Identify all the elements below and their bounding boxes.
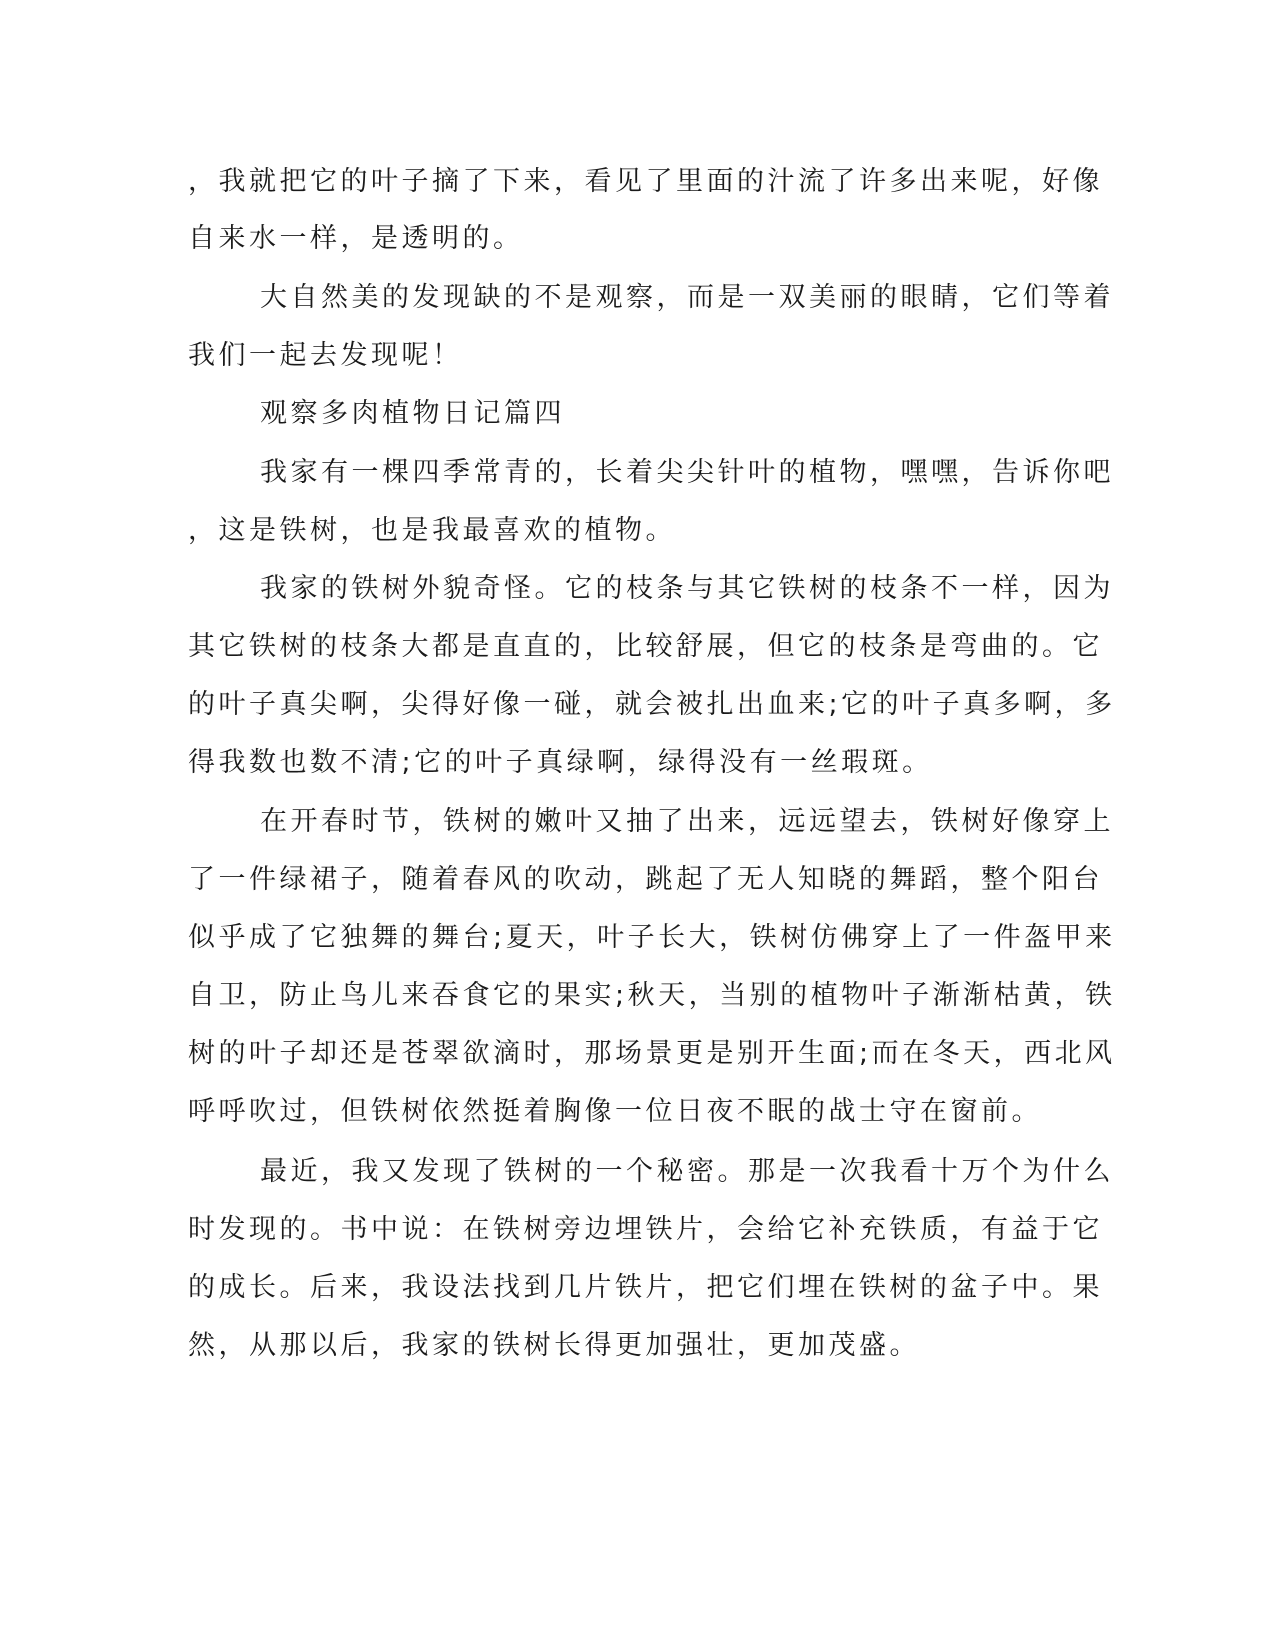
text-line: 得我数也数不清;它的叶子真绿啊，绿得没有一丝瑕斑。	[188, 747, 933, 778]
text-line: 呼呼吹过，但铁树依然挺着胸像一位日夜不眠的战士守在窗前。	[188, 1096, 1042, 1127]
text-line: 时发现的。书中说：在铁树旁边埋铁片，会给它补充铁质，有益于它	[188, 1214, 1103, 1245]
text-line: 其它铁树的枝条大都是直直的，比较舒展，但它的枝条是弯曲的。它	[188, 631, 1103, 662]
text-line: 的叶子真尖啊，尖得好像一碰，就会被扎出血来;它的叶子真多啊，多	[188, 689, 1116, 720]
paragraph-first-line: 我家有一棵四季常青的，长着尖尖针叶的植物，嘿嘿，告诉你吧	[260, 457, 1114, 488]
section-heading: 观察多肉植物日记篇四	[260, 398, 565, 429]
text-line: 我们一起去发现呢！	[188, 340, 463, 371]
text-line: 了一件绿裙子，随着春风的吹动，跳起了无人知晓的舞蹈，整个阳台	[188, 864, 1103, 895]
text-line: ，我就把它的叶子摘了下来，看见了里面的汁流了许多出来呢，好像	[188, 166, 1103, 197]
text-line: 的成长。后来，我设法找到几片铁片，把它们埋在铁树的盆子中。果	[188, 1272, 1103, 1303]
paragraph-first-line: 在开春时节，铁树的嫩叶又抽了出来，远远望去，铁树好像穿上	[260, 806, 1114, 837]
paragraph-first-line: 最近，我又发现了铁树的一个秘密。那是一次我看十万个为什么	[260, 1156, 1114, 1187]
text-line: 然，从那以后，我家的铁树长得更加强壮，更加茂盛。	[188, 1330, 920, 1361]
text-line: 自卫，防止鸟儿来吞食它的果实;秋天，当别的植物叶子渐渐枯黄，铁	[188, 980, 1116, 1011]
text-line: 似乎成了它独舞的舞台;夏天，叶子长大，铁树仿佛穿上了一件盔甲来	[188, 922, 1116, 953]
text-line: 树的叶子却还是苍翠欲滴时，那场景更是别开生面;而在冬天，西北风	[188, 1038, 1116, 1069]
text-line: 自来水一样，是透明的。	[188, 223, 524, 254]
paragraph-first-line: 大自然美的发现缺的不是观察，而是一双美丽的眼睛，它们等着	[260, 282, 1114, 313]
paragraph-first-line: 我家的铁树外貌奇怪。它的枝条与其它铁树的枝条不一样，因为	[260, 573, 1114, 604]
text-line: ，这是铁树，也是我最喜欢的植物。	[188, 515, 676, 546]
